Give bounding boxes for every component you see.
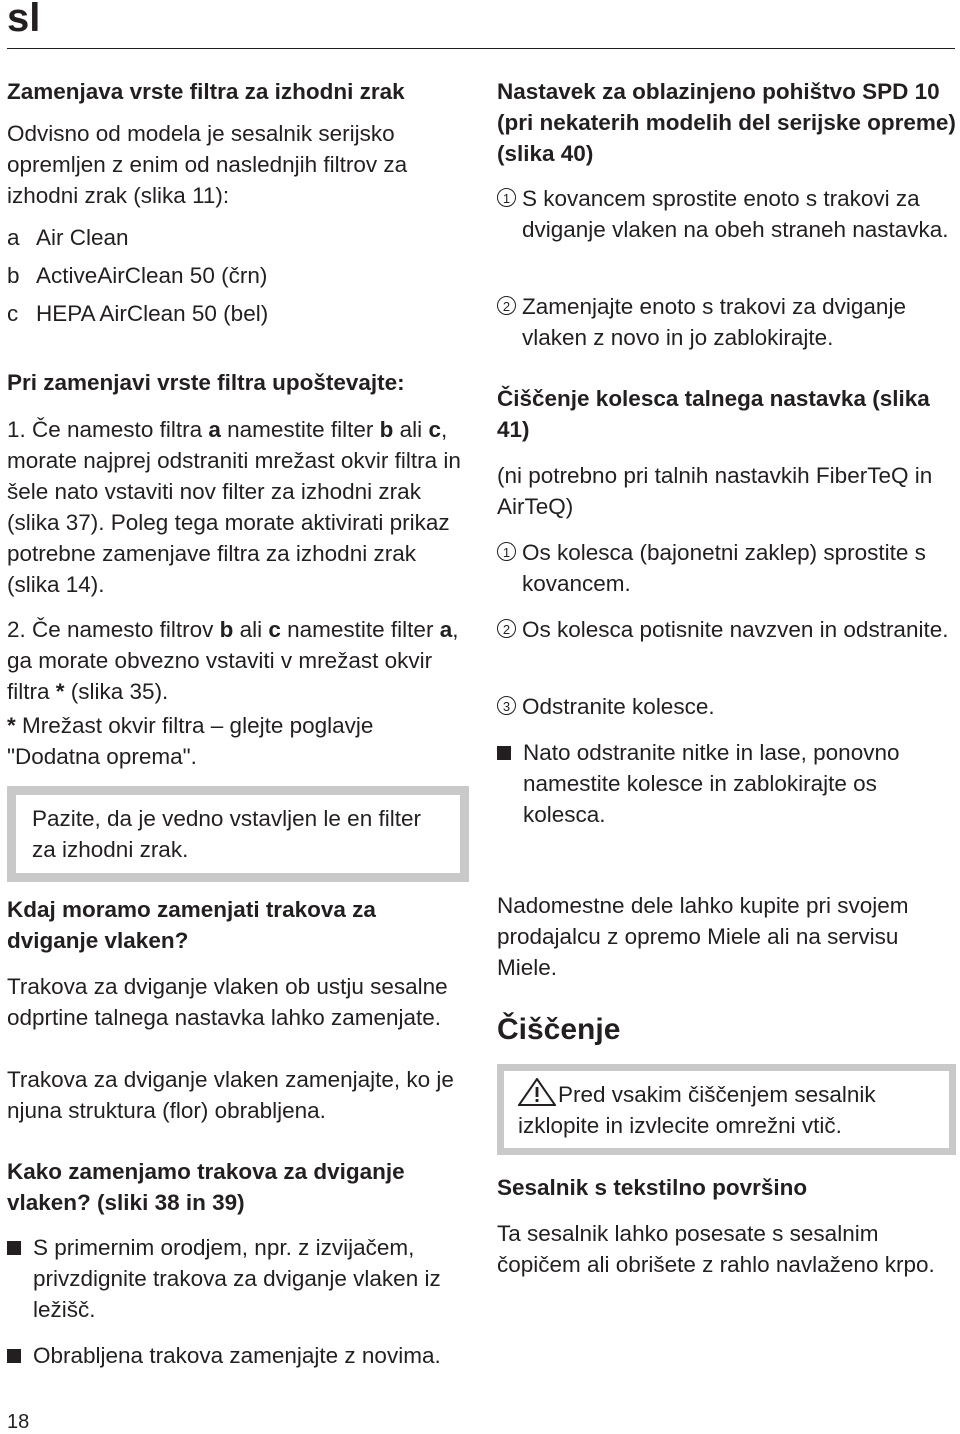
language-code: sl <box>7 0 41 40</box>
bullet-square-icon <box>7 1349 21 1363</box>
note-box: Pazite, da je vedno vstavljen le en filter za izhodni zrak. <box>7 786 469 882</box>
subheading-how-replace: Kako zamenjamo trakova za dviganje vlaken? (sliki 38 in 39) <box>7 1159 405 1215</box>
step-number-icon: 1 <box>497 188 516 207</box>
bullet-square-icon <box>497 746 511 760</box>
subheading-textile: Sesalnik s tekstilno površino <box>497 1175 808 1200</box>
bullet-item: Obrabljena trakova zamenjajte z novima. <box>7 1340 467 1371</box>
step-item: 1 Os kolesca (bajonetni zaklep) sprostite s kovancem. <box>497 537 957 599</box>
subheading-filter-change: Pri zamenjavi vrste filtra upoštevajte: <box>7 370 405 395</box>
bullet-square-icon <box>7 1241 21 1255</box>
wheel-intro: (ni potrebno pri talnih nastavkih FiberTeQ in AirTeQ) <box>497 463 933 519</box>
paragraph-strips: Trakova za dviganje vlaken ob ustju sesalne odprtine talnega nastavka lahko zamenjate. <box>7 974 448 1030</box>
step-number-icon: 2 <box>497 619 516 638</box>
paragraph-1: 1. Če namesto filtra a namestite filter b ali c, morate najprej odstraniti mrežast okvir filtra in šele nato vstaviti nov filter za izhodni zrak (slika 37). Poleg tega morate aktivirati prikaz potrebne zamenjave filtra za izhodni zrak (slika 14). <box>7 417 461 597</box>
section-title-upholstery: Nastavek za oblazinjeno pohištvo SPD 10 (pri nekaterih modelih del serijske opreme) (slika 40) <box>497 79 956 166</box>
header-rule <box>7 48 955 49</box>
warning-triangle-icon <box>518 1078 556 1106</box>
list-item: c HEPA AirClean 50 (bel) <box>7 301 269 326</box>
spare-parts-paragraph: Nadomestne dele lahko kupite pri svojem prodajalcu z opremo Miele ali na servisu Miele. <box>497 893 909 980</box>
step-item: 3 Odstranite kolesce. <box>497 691 957 722</box>
list-item: a Air Clean <box>7 225 129 250</box>
section-exhaust-filter <box>7 76 467 329</box>
step-item: 2 Zamenjajte enoto s trakovi za dviganje vlaken z novo in jo zablokirajte. <box>497 291 957 353</box>
step-number-icon: 2 <box>497 296 516 315</box>
intro-paragraph: Odvisno od modela je sesalnik serijsko opremljen z enim od naslednjih filtrov za izhodni zrak (slika 11): <box>7 121 408 208</box>
bullet-item: Nato odstranite nitke in lase, ponovno namestite kolesce in zablokirajte os kolesca. <box>497 737 957 830</box>
step-number-icon: 3 <box>497 696 516 715</box>
section-title-cleaning: Čiščenje <box>497 1013 621 1046</box>
paragraph-strips-worn: Trakova za dviganje vlaken zamenjajte, ko je njuna struktura (flor) obrabljena. <box>7 1067 454 1123</box>
textile-paragraph: Ta sesalnik lahko posesate s sesalnim čopičem ali obrišete z rahlo navlaženo krpo. <box>497 1221 935 1277</box>
step-item: 2 Os kolesca potisnite navzven in odstranite. <box>497 614 957 645</box>
step-number-icon: 1 <box>497 542 516 561</box>
step-item: 1 S kovancem sprostite enoto s trakovi za dviganje vlaken na obeh straneh nastavka. <box>497 183 957 245</box>
subheading-when-replace: Kdaj moramo zamenjati trakova za dviganje vlaken? <box>7 897 376 953</box>
filter-list <box>7 222 467 329</box>
paragraph-2: 2. Če namesto filtrov b ali c namestite filter a, ga morate obvezno vstaviti v mrežast okvir filtra * (slika 35). <box>7 617 459 704</box>
warning-box: Pred vsakim čiščenjem sesalnik izklopite in izvlecite omrežni vtič. <box>497 1064 956 1155</box>
footnote: * Mrežast okvir filtra – glejte poglavje "Dodatna oprema". <box>7 713 374 769</box>
list-item: b ActiveAirClean 50 (črn) <box>7 263 268 288</box>
page-number: 18 <box>7 1411 30 1433</box>
section-title: Zamenjava vrste filtra za izhodni zrak <box>7 79 405 104</box>
section-title-wheel: Čiščenje kolesca talnega nastavka (slika 41) <box>497 386 930 442</box>
bullet-item: S primernim orodjem, npr. z izvijačem, privzdignite trakova za dviganje vlaken iz ležišč. <box>7 1232 467 1325</box>
